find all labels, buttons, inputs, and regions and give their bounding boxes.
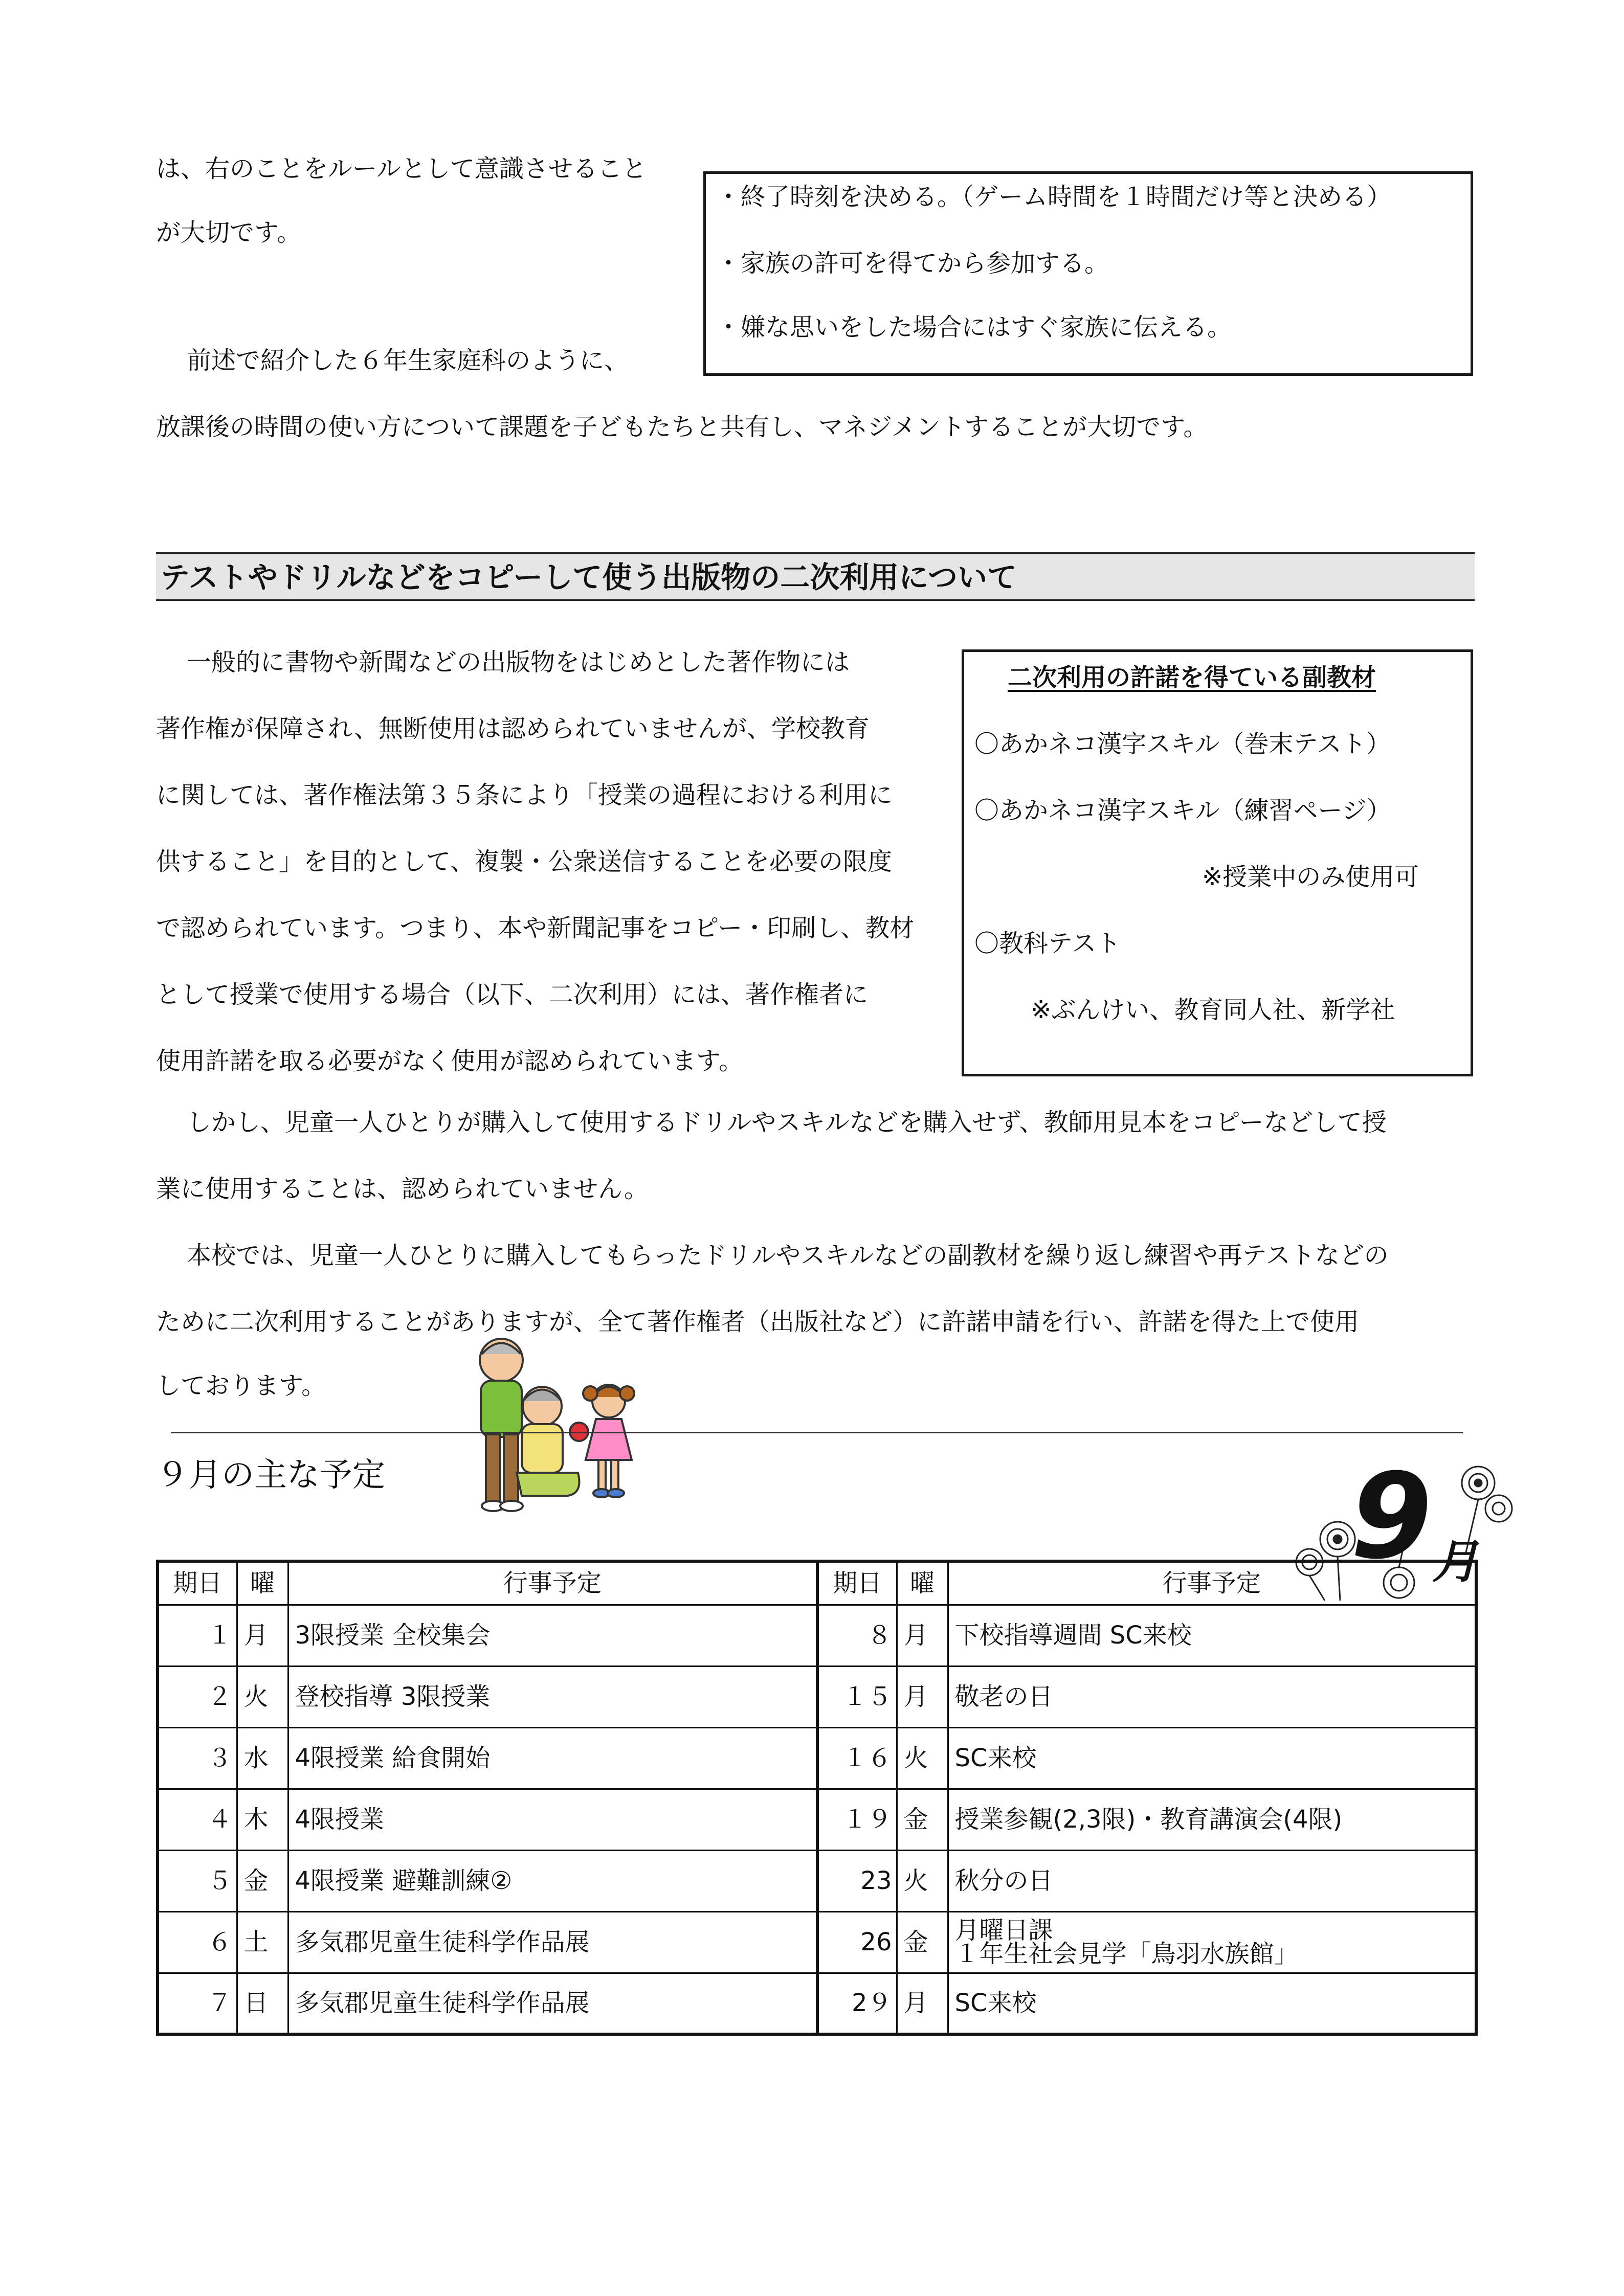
header-event: 行事予定 xyxy=(288,1561,817,1605)
paragraph-line: 業に使用することは、認められていません。 xyxy=(156,1175,649,1203)
family-illustration xyxy=(445,1330,650,1524)
materials-item: 〇あかネコ漢字スキル（巻末テスト） xyxy=(974,730,1391,758)
table-row xyxy=(158,1727,1476,1789)
emblem-month: 月 xyxy=(1432,1535,1478,1589)
materials-box-title: 二次利用の許諾を得ている副教材 xyxy=(1008,663,1376,692)
cell-day: ８ xyxy=(817,1605,897,1666)
cell-day: １９ xyxy=(817,1789,897,1850)
schedule-table xyxy=(156,1560,1478,2036)
cell-event: SC来校 xyxy=(948,1727,1476,1789)
paragraph-line: に関しては、著作権法第３５条により「授業の過程における利用に xyxy=(156,781,893,809)
intro-line-3: 前述で紹介した６年生家庭科のように、 xyxy=(187,346,629,375)
cell-event: 4限授業 避難訓練② xyxy=(288,1850,817,1911)
cell-event: 4限授業 xyxy=(288,1789,817,1850)
section-heading xyxy=(156,552,1475,601)
materials-note: ※授業中のみ使用可 xyxy=(1202,863,1419,891)
paragraph-line: で認められています。つまり、本や新聞記事をコピー・印刷し、教材 xyxy=(156,914,915,942)
rule-item: ・終了時刻を決める。（ゲーム時間を１時間だけ等と決める） xyxy=(716,183,1392,211)
cell-weekday: 土 xyxy=(237,1911,288,1973)
cell-day: ７ xyxy=(158,1973,237,2034)
paragraph-line: ために二次利用することがありますが、全て著作権者（出版社など）に許諾申請を行い、許諾を得た上で使用 xyxy=(156,1308,1360,1336)
table-row xyxy=(158,1973,1476,2034)
cell-weekday: 金 xyxy=(897,1911,948,1973)
header-weekday: 曜 xyxy=(237,1561,288,1605)
cell-event: 3限授業 全校集会 xyxy=(288,1605,817,1666)
cell-event: 敬老の日 xyxy=(948,1666,1476,1727)
cell-weekday: 月 xyxy=(237,1605,288,1666)
paragraph-line: 一般的に書物や新聞などの出版物をはじめとした著作物には xyxy=(187,648,850,677)
paragraph-line: しております。 xyxy=(156,1371,326,1400)
table-row xyxy=(158,1850,1476,1911)
cell-event: 月曜日課 １年生社会見学「鳥羽水族館」 xyxy=(948,1911,1476,1973)
paragraph-line: 供すること」を目的として、複製・公衆送信することを必要の限度 xyxy=(156,847,893,876)
section-heading-text: テストやドリルなどをコピーして使う出版物の二次利用について xyxy=(160,560,1017,595)
cell-event: SC来校 xyxy=(948,1973,1476,2034)
cell-day: 26 xyxy=(817,1911,897,1973)
cell-event: 下校指導週間 SC来校 xyxy=(948,1605,1476,1666)
intro-line-1: は、右のことをルールとして意識させること xyxy=(156,154,647,183)
table-row xyxy=(158,1789,1476,1850)
cell-day: 2９ xyxy=(817,1973,897,2034)
header-day: 期日 xyxy=(158,1561,237,1605)
cell-weekday: 月 xyxy=(897,1666,948,1727)
schedule-title: ９月の主な予定 xyxy=(156,1456,385,1494)
header-day: 期日 xyxy=(817,1561,897,1605)
cell-day: ５ xyxy=(158,1850,237,1911)
cell-day: ２ xyxy=(158,1666,237,1727)
cell-event: 秋分の日 xyxy=(948,1850,1476,1911)
table-row xyxy=(158,1605,1476,1666)
cell-event: 登校指導 3限授業 xyxy=(288,1666,817,1727)
cell-weekday: 月 xyxy=(897,1973,948,2034)
cell-weekday: 月 xyxy=(897,1605,948,1666)
cell-weekday: 火 xyxy=(897,1850,948,1911)
intro-line-4: 放課後の時間の使い方について課題を子どもたちと共有し、マネジメントすることが大切です。 xyxy=(156,413,1208,441)
cell-day: ６ xyxy=(158,1911,237,1973)
materials-note: ※ぶんけい、教育同人社、新学社 xyxy=(1031,996,1395,1024)
cell-day: １ xyxy=(158,1605,237,1666)
materials-item: 〇あかネコ漢字スキル（練習ページ） xyxy=(974,796,1391,825)
rules-box xyxy=(703,171,1473,376)
cell-event: 多気郡児童生徒科学作品展 xyxy=(288,1973,817,2034)
cell-weekday: 木 xyxy=(237,1789,288,1850)
header-event: 行事予定 xyxy=(948,1561,1476,1605)
paragraph-line: 使用許諾を取る必要がなく使用が認められています。 xyxy=(156,1047,744,1075)
schedule-divider xyxy=(171,1432,1463,1433)
cell-event: 4限授業 給食開始 xyxy=(288,1727,817,1789)
header-weekday: 曜 xyxy=(897,1561,948,1605)
emblem-number: 9 xyxy=(1350,1452,1433,1585)
cell-weekday: 水 xyxy=(237,1727,288,1789)
intro-line-2: が大切です。 xyxy=(156,218,302,247)
table-header-row xyxy=(158,1561,1476,1605)
cell-day: ４ xyxy=(158,1789,237,1850)
cell-day: ３ xyxy=(158,1727,237,1789)
approved-materials-box xyxy=(962,649,1473,1076)
rule-item: ・家族の許可を得てから参加する。 xyxy=(716,249,1109,278)
paragraph-line: 本校では、児童一人ひとりに購入してもらったドリルやスキルなどの副教材を繰り返し練習や再テストなどの xyxy=(187,1241,1389,1270)
rule-item: ・嫌な思いをした場合にはすぐ家族に伝える。 xyxy=(716,313,1232,342)
table-row xyxy=(158,1666,1476,1727)
paragraph-line: として授業で使用する場合（以下、二次利用）には、著作権者に xyxy=(156,980,869,1009)
materials-item: 〇教科テスト xyxy=(974,929,1121,958)
cell-weekday: 日 xyxy=(237,1973,288,2034)
cell-weekday: 火 xyxy=(237,1666,288,1727)
cell-event: 多気郡児童生徒科学作品展 xyxy=(288,1911,817,1973)
cell-day: １５ xyxy=(817,1666,897,1727)
cell-event: 授業参観(2,3限)・教育講演会(4限) xyxy=(948,1789,1476,1850)
paragraph-line: しかし、児童一人ひとりが購入して使用するドリルやスキルなどを購入せず、教師用見本をコピーなどして授 xyxy=(187,1108,1387,1137)
cell-weekday: 金 xyxy=(897,1789,948,1850)
cell-day: １６ xyxy=(817,1727,897,1789)
cell-weekday: 火 xyxy=(897,1727,948,1789)
table-row xyxy=(158,1911,1476,1973)
cell-day: 23 xyxy=(817,1850,897,1911)
paragraph-line: 著作権が保障され、無断使用は認められていませんが、学校教育 xyxy=(156,714,870,743)
cell-weekday: 金 xyxy=(237,1850,288,1911)
